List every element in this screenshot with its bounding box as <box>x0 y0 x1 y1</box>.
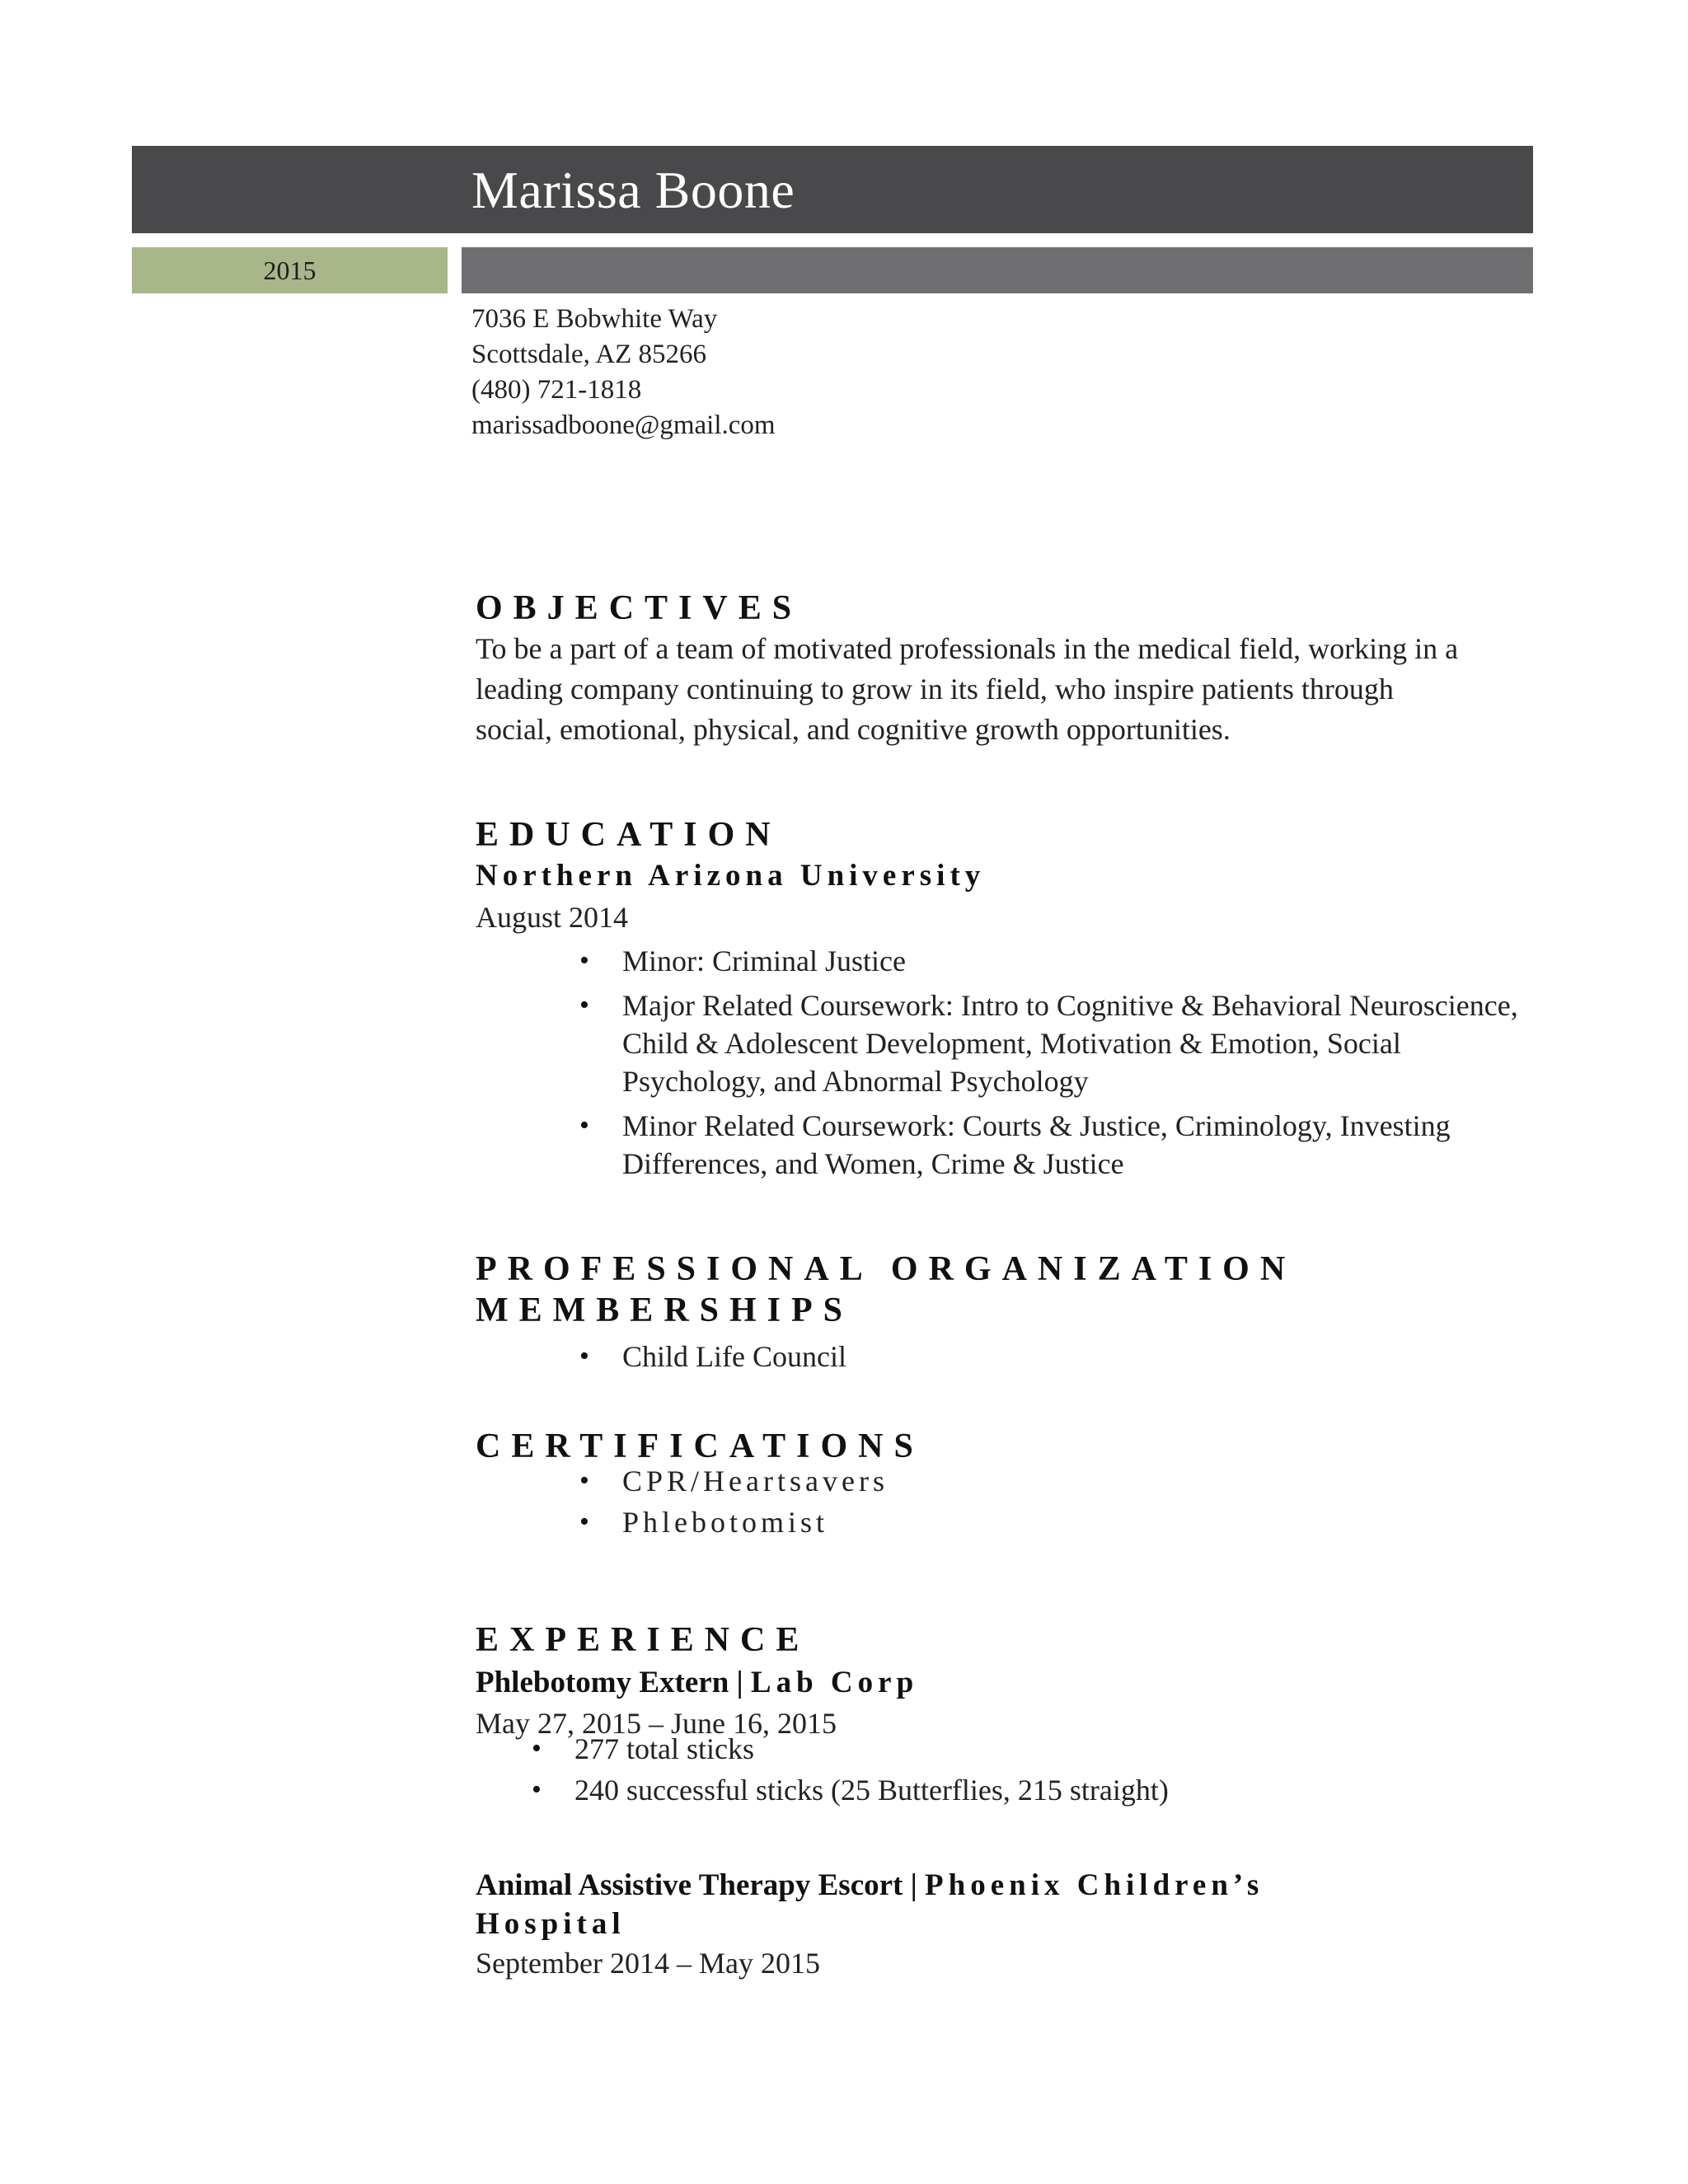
list-item: • Minor Related Coursework: Courts & Justice, Criminology, Investing Differences, and Women, Crime & Justice <box>622 1107 1529 1183</box>
resume-year: 2015 <box>263 255 316 285</box>
certifications-heading: CERTIFICATIONS <box>476 1427 924 1465</box>
address-line-1: 7036 E Bobwhite Way <box>471 304 718 334</box>
email-address: marissadboone@gmail.com <box>471 410 776 440</box>
school-name: Northern Arizona University <box>476 859 986 893</box>
list-item: • Child Life Council <box>622 1338 846 1376</box>
education-list <box>622 942 1529 1189</box>
objectives-text <box>476 629 1458 750</box>
address-line-2: Scottsdale, AZ 85266 <box>471 340 707 369</box>
certifications-list <box>622 1460 889 1543</box>
memberships-list <box>622 1338 846 1376</box>
job-company: Lab Corp <box>750 1666 919 1699</box>
accent-banner <box>462 247 1533 293</box>
job-company: Phoenix Children’s <box>925 1868 1264 1902</box>
experience-heading: EXPERIENCE <box>476 1621 810 1659</box>
education-heading: EDUCATION <box>476 816 781 854</box>
list-item: • 240 successful sticks (25 Butterflies, 215 straight) <box>574 1769 1169 1811</box>
job-company-line-2: Hospital <box>476 1907 626 1941</box>
graduation-date: August 2014 <box>476 901 629 934</box>
job-title-line <box>476 1664 918 1702</box>
list-item: • Minor: Criminal Justice <box>622 942 1529 980</box>
job-duties-list <box>574 1728 1169 1811</box>
name-banner <box>132 146 1533 233</box>
memberships-heading: PROFESSIONAL ORGANIZATION <box>476 1250 1296 1288</box>
objectives-heading: OBJECTIVES <box>476 589 803 627</box>
applicant-name: Marissa Boone <box>471 161 795 219</box>
list-item: • CPR/Heartsavers <box>622 1460 889 1502</box>
phone-number: (480) 721-1818 <box>471 375 642 405</box>
job-dates: September 2014 – May 2015 <box>476 1947 820 1980</box>
list-item: • Phlebotomist <box>622 1502 889 1543</box>
list-item: • Major Related Coursework: Intro to Cognitive & Behavioral Neuroscience, Child & Adolescent Development, Motivation & Emotion, Social Psychology, and Abnormal Psychology <box>622 987 1529 1100</box>
objectives-line: leading company continuing to grow in its field, who inspire patients through <box>476 673 1394 705</box>
list-item: • 277 total sticks <box>574 1728 1169 1769</box>
objectives-line: To be a part of a team of motivated professionals in the medical field, working in a <box>476 632 1459 665</box>
job-dates: May 27, 2015 – June 16, 2015 <box>476 1707 837 1740</box>
job-title: Phlebotomy Extern | <box>476 1666 751 1699</box>
job-title-line <box>476 1867 1264 1905</box>
objectives-line: social, emotional, physical, and cognitive growth opportunities. <box>476 713 1231 746</box>
memberships-heading-line-2: MEMBERSHIPS <box>476 1291 854 1329</box>
contact-block <box>471 302 776 443</box>
job-title: Animal Assistive Therapy Escort | <box>476 1868 926 1902</box>
